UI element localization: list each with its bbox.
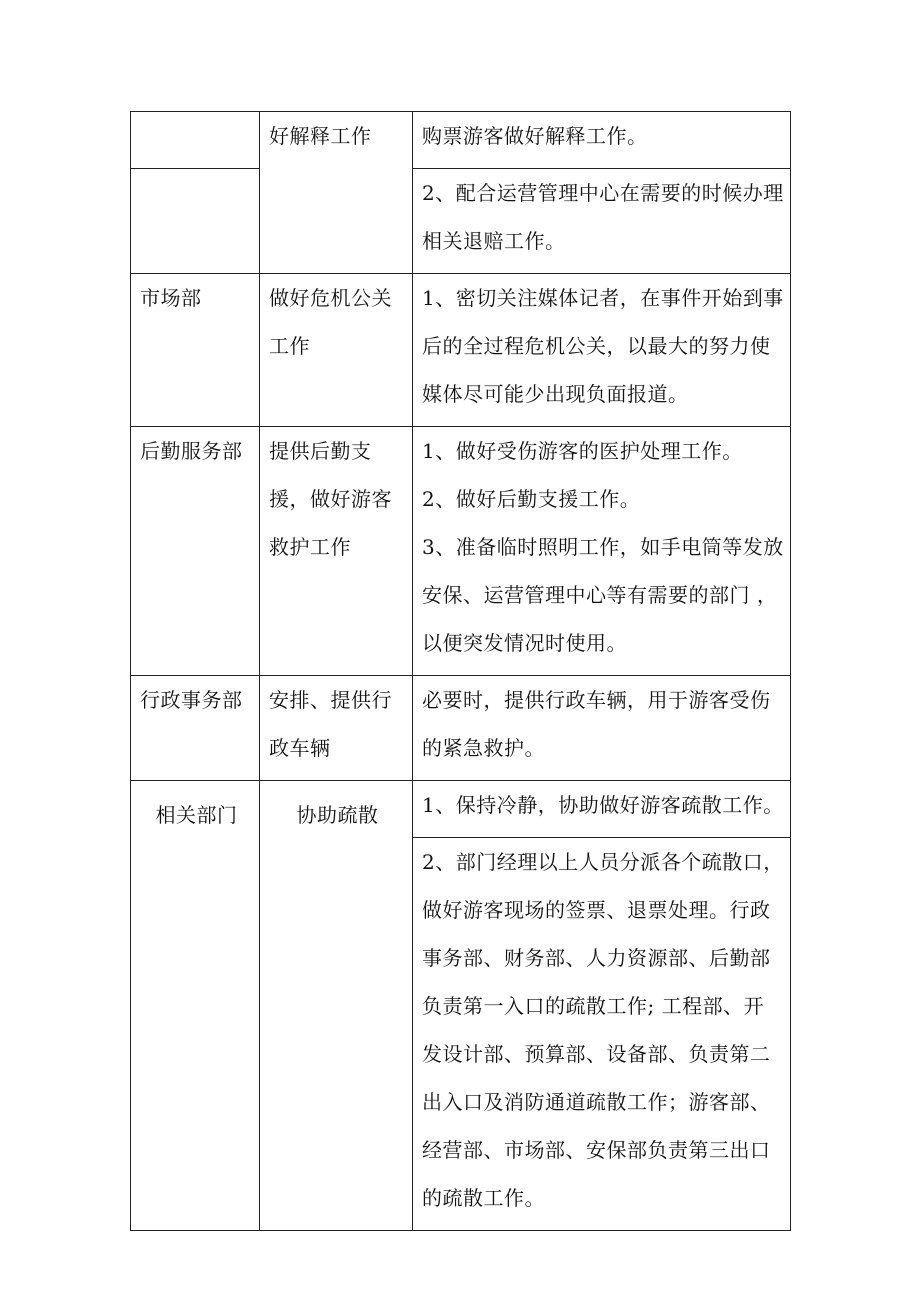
task-cell: 做好危机公关工作 (260, 274, 413, 427)
detail-text: 1、密切关注媒体记者，在事件开始到事后的全过程危机公关，以最大的努力使媒体尽可能少出现负面报道。 (422, 286, 784, 406)
detail-text: 1、保持冷静，协助做好游客疏散工作。 (422, 793, 784, 817)
dept-cell: 相关部门 (131, 781, 260, 1231)
responsibility-table (130, 111, 791, 1231)
detail-text: 3、准备临时照明工作，如手电筒等发放安保、运营管理中心等有需要的部门 ，以便突发情况时使用。 (422, 535, 784, 655)
dept-cell: 市场部 (131, 274, 260, 427)
detail-cell (413, 427, 791, 676)
task-cell: 协助疏散 (260, 781, 413, 1231)
detail-text: 购票游客做好解释工作。 (422, 124, 648, 148)
table-row (131, 427, 791, 676)
detail-text: 1、做好受伤游客的医护处理工作。 (422, 439, 743, 463)
dept-cell (131, 112, 260, 169)
task-text: 好解释工作 (269, 124, 372, 148)
task-cell: 提供后勤支援，做好游客救护工作 (260, 427, 413, 676)
task-cell (260, 112, 413, 274)
detail-text: 必要时，提供行政车辆，用于游客受伤的紧急救护。 (422, 688, 771, 760)
detail-cell (413, 112, 791, 169)
detail-cell (413, 781, 791, 838)
dept-cell: 后勤服务部 (131, 427, 260, 676)
detail-cell (413, 169, 791, 274)
table-row (131, 169, 791, 274)
task-cell: 安排、提供行政车辆 (260, 676, 413, 781)
table-row (131, 781, 791, 838)
detail-text: 2、配合运营管理中心在需要的时候办理相关退赔工作。 (422, 181, 784, 253)
table-row (131, 112, 791, 169)
detail-cell (413, 676, 791, 781)
detail-text: 2、部门经理以上人员分派各个疏散口，做好游客现场的签票、退票处理。行政事务部、财务部、人力资源部、后勤部负责第一入口的疏散工作; 工程部、开发设计部、预算部、设备部、负责第二出入口及消防通道疏散工作；游客部、经营部、市场部、安保部负责第三出口的疏散工作。 (422, 850, 784, 1210)
dept-cell: 行政事务部 (131, 676, 260, 781)
detail-cell (413, 274, 791, 427)
detail-text: 2、做好后勤支援工作。 (422, 487, 641, 511)
table-row (131, 676, 791, 781)
table-row (131, 274, 791, 427)
dept-cell (131, 169, 260, 274)
detail-cell (413, 838, 791, 1231)
